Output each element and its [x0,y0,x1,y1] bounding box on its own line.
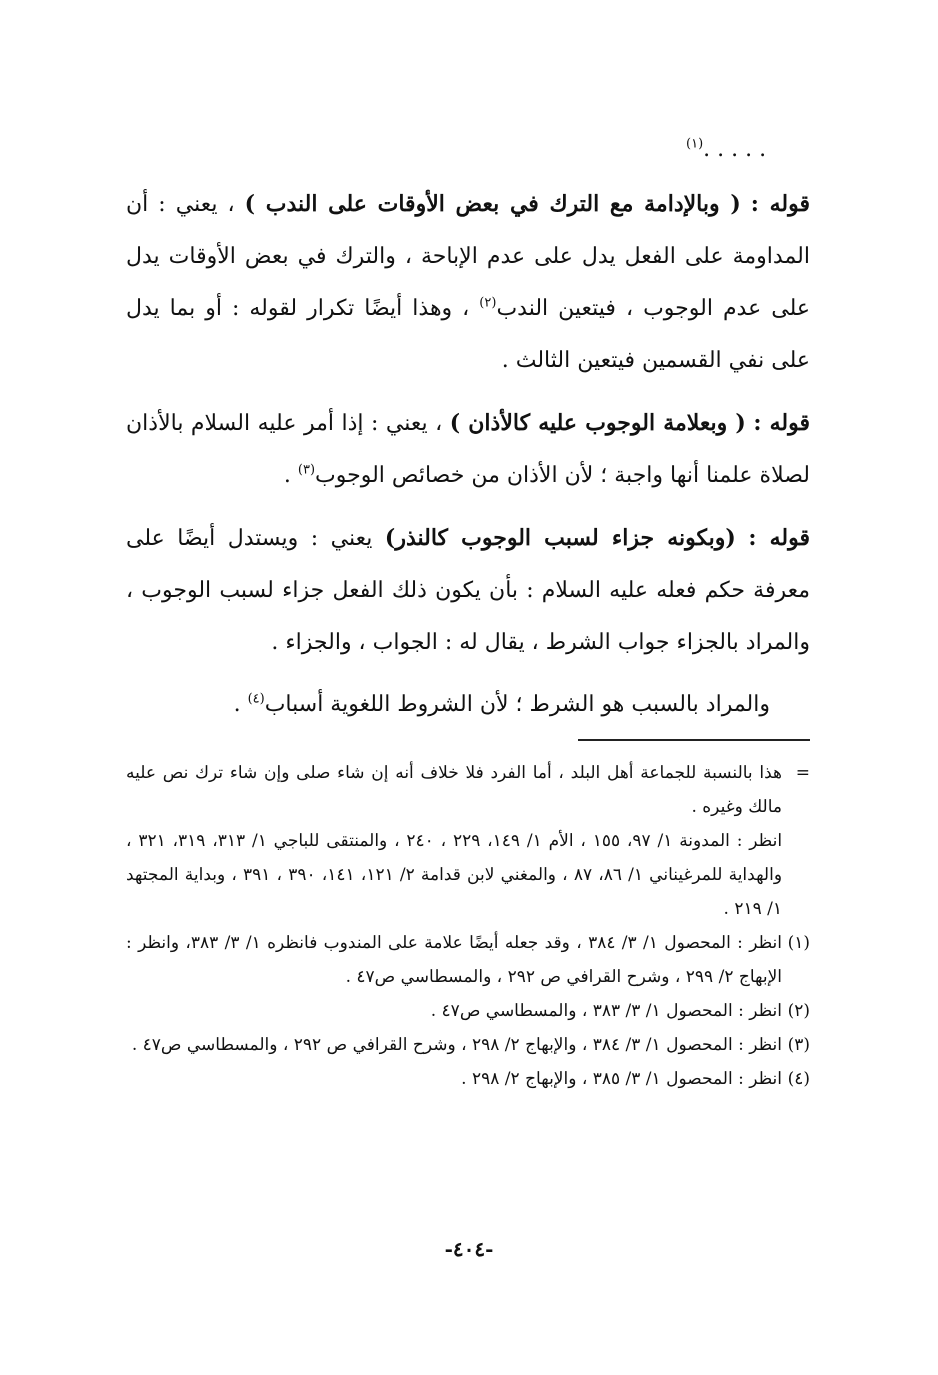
footnote-text: انظر : المحصول ١/ ٣/ ٣٨٤ ، والإبهاج ٢/ ٢٩٨ ، وشرح القرافي ص ٢٩٢ ، والمسطاسي ص٤٧ . [131,1035,782,1055]
paragraph-label: قوله : [753,410,810,436]
footnote-text: انظر : المحصول ١/ ٣/ ٣٨٥ ، والإبهاج ٢/ ٢٩٨ . [461,1069,782,1089]
paragraph [126,397,810,502]
paragraph-tail: . [283,463,291,488]
paragraph [126,512,810,669]
footnote-2 [126,994,810,1028]
footnote-text: هذا بالنسبة للجماعة أهل البلد ، أما الفرد فلا خلاف أنه إن شاء صلى وإن شاء ترك نص عليه مالك وغيره . [126,763,782,817]
footnote-mark: (١) [787,933,810,953]
footnote-text: انظر : المحصول ١/ ٣/ ٣٨٣ ، والمسطاسي ص٤٧ . [430,1001,782,1021]
footnote-ref: (٣) [297,462,316,478]
footnote-4 [126,1062,810,1096]
continuation-line [126,130,810,178]
page-number: -٤٠٤- [444,1237,494,1261]
paragraph-tail: ، وهذا أيضًا تكرار لقوله : أو بما يدل على نفي القسمين فيتعين الثالث . [126,296,810,373]
continuation-dots: . . . . . [703,137,767,162]
paragraph [126,178,810,387]
footnote-1 [126,926,810,994]
footnote-mark: (٤) [787,1069,810,1089]
footnote-mark: (٢) [787,1001,810,1021]
footnote-separator [578,739,810,741]
footnote-continuation [126,756,810,926]
paragraph-quote: ( وبالإدامة مع الترك في بعض الأوقات على الندب ) [244,191,741,217]
footnote-ref: (٤) [247,691,265,707]
footnote-text: انظر : المحصول ١/ ٣/ ٣٨٤ ، وقد جعله أيضًا علامة على المندوب فانظره ١/ ٣/ ٣٨٣، وانظر : الإبهاج ٢/ ٢٩٩ ، وشرح القرافي ص ٢٩٢ ، والمسطاسي ص٤٧ . [126,933,783,987]
paragraph-text: ، يعني : إذا أمر عليه السلام بالأذان لصلاة علمنا أنها واجبة ؛ لأن الأذان من خصائص الوجوب [126,411,810,488]
footnote-mark: = [795,763,810,783]
footnotes [126,756,810,1096]
paragraph-quote: ( وبعلامة الوجوب عليه كالأذان ) [449,410,746,436]
paragraph-text: يعني : ويستدل أيضًا على معرفة حكم فعله عليه السلام : بأن يكون ذلك الفعل جزاء لسبب الوجوب ، والمراد بالجزاء جواب الشرط ، يقال له : الجواب ، والجزاء . [126,526,810,655]
paragraph [126,679,810,731]
footnote-ref: (١) [686,136,704,152]
main-text [126,130,810,741]
paragraph-label: قوله : [750,191,810,217]
paragraph-text: والمراد بالسبب هو الشرط ؛ لأن الشروط اللغوية أسباب [264,692,770,717]
paragraph-label: قوله : [748,525,811,551]
footnote-text: انظر : المدونة ١/ ٩٧، ١٥٥ ، الأم ١/ ١٤٩، ٢٢٩ ، ٢٤٠ ، والمنتقى للباجي ١/ ٣١٣، ٣١٩، ٣٢١ ، والهداية للمرغيناني ١/ ٨٦، ٨٧ ، والمغني لابن قدامة ٢/ ١٢١، ١٤١، ٣٩٠ ، ٣٩١ ، وبداية المجتهد ١/ ٢١٩ . [126,831,783,919]
paragraph-quote: (وبكونه جزاء لسبب الوجوب كالنذر) [384,525,736,551]
footnote-mark: (٣) [787,1035,810,1055]
footnote-3 [126,1028,810,1062]
paragraph-tail: . [233,692,241,717]
footnote-ref: (٢) [479,295,497,311]
paragraph-text: ، يعني : أن المداومة على الفعل يدل على عدم الإباحة ، والترك في بعض الأوقات يدل على عدم الوجوب ، فيتعين الندب [126,192,810,321]
